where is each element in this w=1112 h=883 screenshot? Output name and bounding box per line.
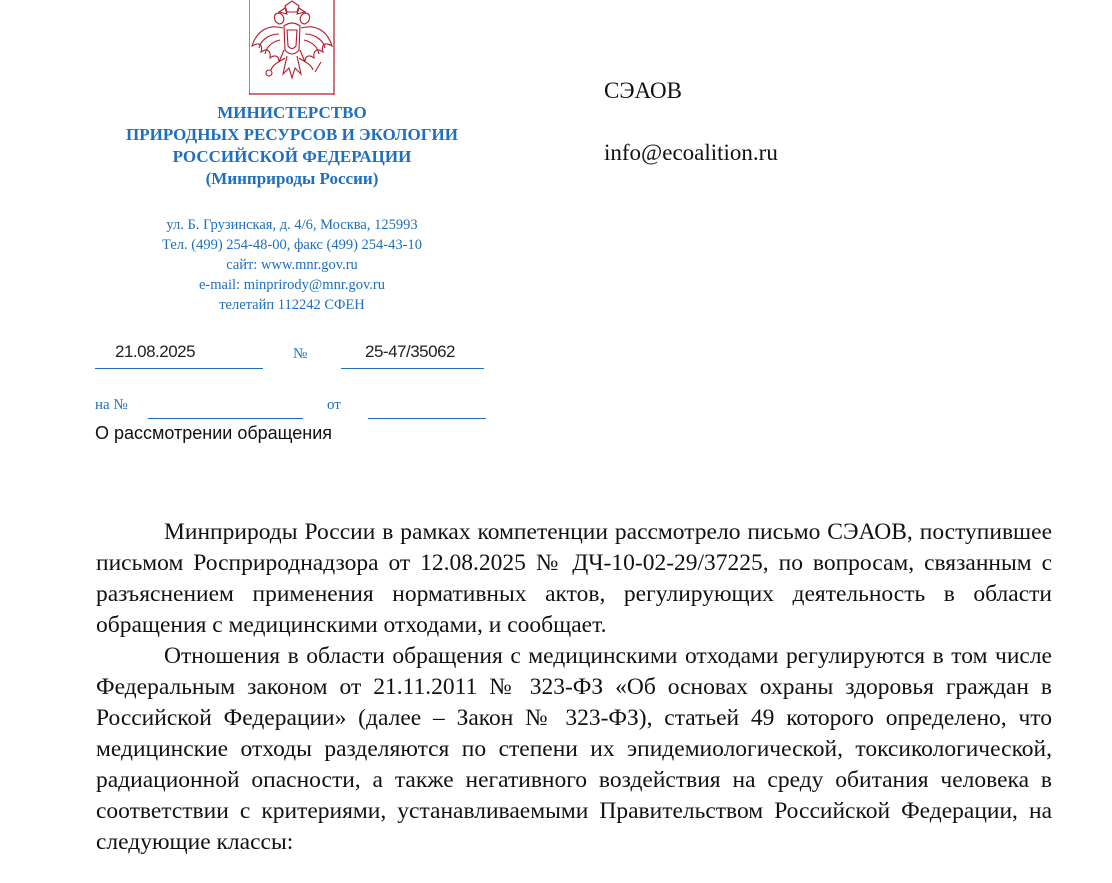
body-paragraph: Минприроды России в рамках компетенции рассмотрело письмо СЭАОВ, поступившее письмом Росприроднадзора от 12.08.2025 № ДЧ-10-02-29/37225, по вопросам, связанным с разъяснением применения нормативных актов, регулирующих деятельность в области обращения с медицинскими отходами, и сообщает. bbox=[96, 519, 1052, 638]
address-line: ул. Б. Грузинская, д. 4/6, Москва, 125993 bbox=[166, 217, 418, 233]
reference-number-label: на № bbox=[95, 397, 128, 413]
reference-date-label: от bbox=[327, 397, 341, 413]
ministry-address bbox=[90, 215, 494, 315]
registration-date: 21.08.2025 bbox=[95, 339, 263, 369]
registration-number-label: № bbox=[293, 346, 308, 362]
address-line: телетайп 112242 СФЕН bbox=[219, 297, 365, 313]
address-line: Тел. (499) 254-48-00, факс (499) 254-43-10 bbox=[162, 237, 422, 253]
ministry-line: РОССИЙСКОЙ ФЕДЕРАЦИИ bbox=[172, 147, 412, 166]
letter-subject: О рассмотрении обращения bbox=[95, 423, 333, 443]
address-line: сайт: www.mnr.gov.ru bbox=[226, 257, 358, 273]
russian-coat-of-arms-icon bbox=[249, 0, 335, 95]
body-paragraph: Отношения в области обращения с медицинскими отходами регулируются в том числе Федеральным законом от 21.11.2011 № 323-ФЗ «Об основах охраны здоровья граждан в Российской Федерации» (далее – Закон № 323-ФЗ), статьей 49 которого определено, что медицинские отходы разделяются по степени их эпидемиологической, токсикологической, радиационной опасности, а также негативного воздействия на среду обитания человека в соответствии с критериями, устанавливаемыми Правительством Российской Федерации, на следующие классы: bbox=[96, 643, 1052, 855]
address-line: e-mail: minprirody@mnr.gov.ru bbox=[199, 277, 385, 293]
ministry-short-name: (Минприроды России) bbox=[205, 169, 379, 188]
ministry-name bbox=[90, 102, 494, 190]
registration-number: 25-47/35062 bbox=[341, 339, 484, 369]
ministry-line: МИНИСТЕРСТВО bbox=[217, 103, 367, 122]
recipient-email: info@ecoalition.ru bbox=[604, 140, 778, 165]
reference-number-blank bbox=[148, 398, 303, 419]
recipient-name: СЭАОВ bbox=[604, 78, 682, 103]
ministry-line: ПРИРОДНЫХ РЕСУРСОВ И ЭКОЛОГИИ bbox=[126, 125, 458, 144]
letter-body bbox=[96, 517, 1052, 858]
reference-date-blank bbox=[368, 398, 486, 419]
